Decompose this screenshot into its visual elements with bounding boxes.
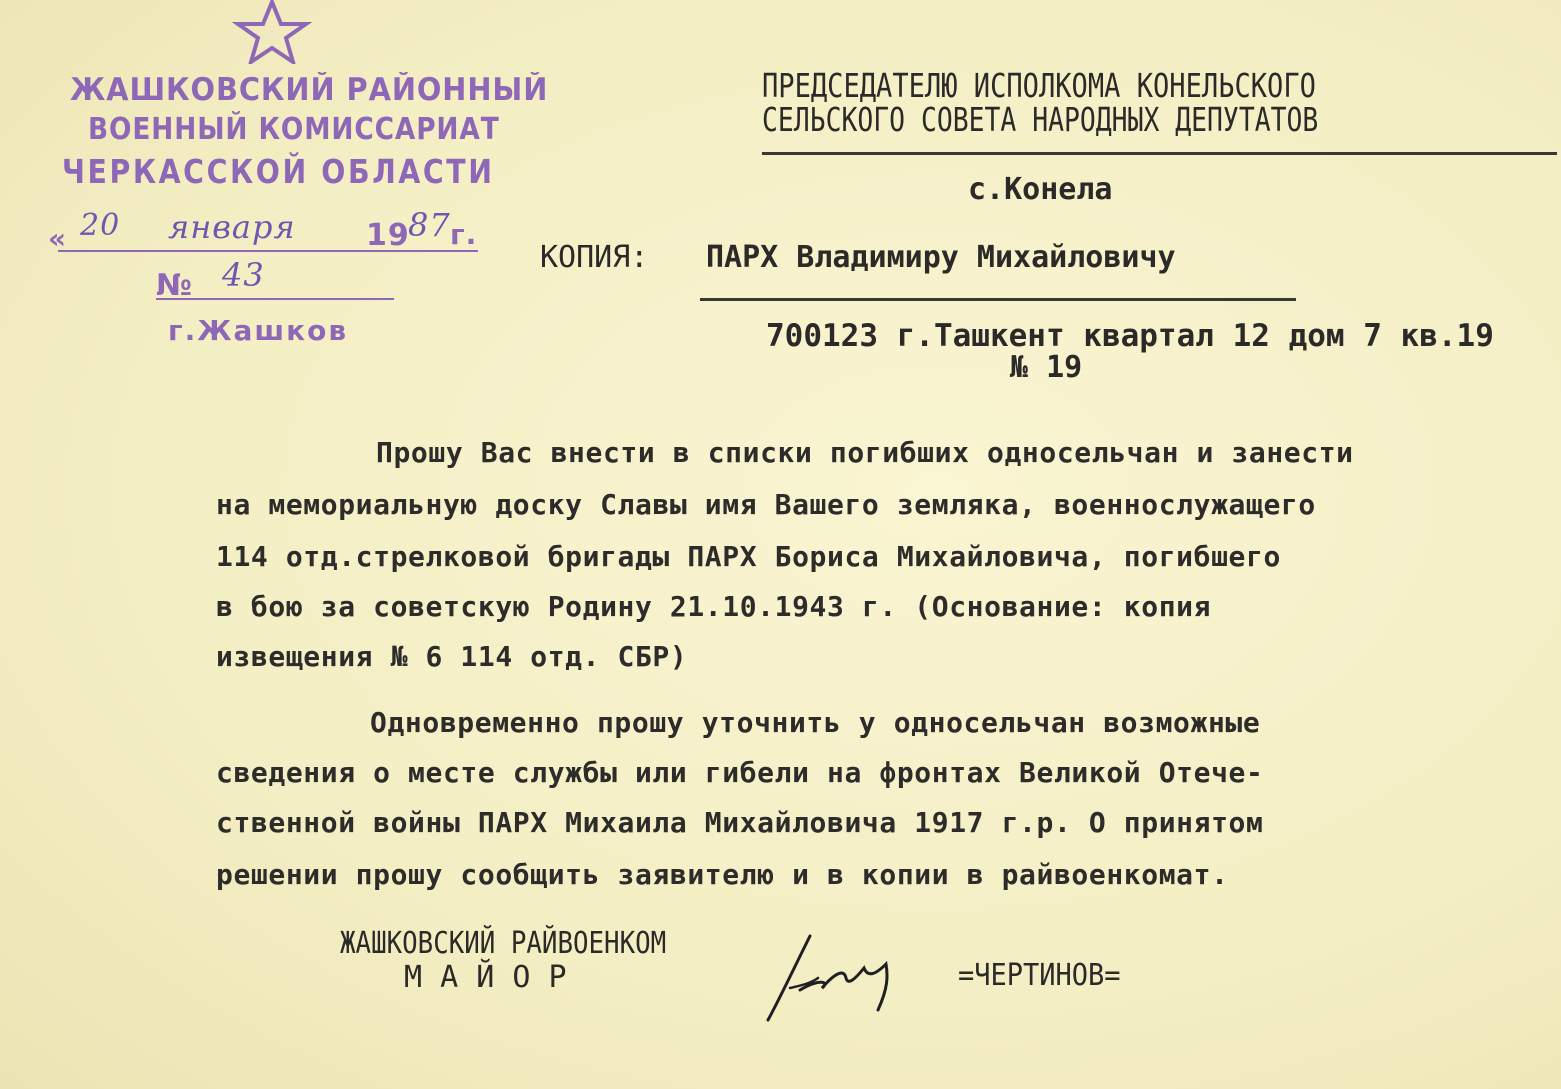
- copy-label: КОПИЯ:: [540, 240, 649, 275]
- stamp-date-open-quote: «: [48, 222, 68, 255]
- copy-rule: [700, 298, 1296, 301]
- stamp-date-year-suffix: 87: [408, 206, 451, 244]
- stamp-date-underline: [58, 250, 478, 252]
- stamp-date-month: января: [168, 208, 296, 246]
- handwritten-signature: [760, 928, 910, 1028]
- stamp-line-2: ВОЕННЫЙ КОМИССАРИАТ: [88, 112, 500, 147]
- body-line: ственной войны ПАРХ Михаила Михайловича 1917 г.р. О принятом: [216, 806, 1264, 839]
- body-line: извещения № 6 114 отд. СБР): [216, 640, 688, 673]
- stamp-line-1: ЖАШКОВСКИЙ РАЙОННЫЙ: [70, 72, 549, 108]
- signature-title-line-1: ЖАШКОВСКИЙ РАЙВОЕНКОМ: [340, 926, 667, 961]
- body-line: решении прошу сообщить заявителю и в копии в райвоенкомат.: [216, 858, 1229, 891]
- copy-address: 700123 г.Ташкент квартал 12 дом 7 кв.19: [766, 318, 1494, 354]
- body-line: сведения о месте службы или гибели на фронтах Великой Отече-: [216, 756, 1264, 789]
- addressee-rule: [762, 152, 1557, 155]
- addressee-line-2: СЕЛЬСКОГО СОВЕТА НАРОДНЫХ ДЕПУТАТОВ: [762, 100, 1319, 139]
- body-line: в бою за советскую Родину 21.10.1943 г. (Основание: копия: [216, 590, 1212, 623]
- signature-name: =ЧЕРТИНОВ=: [958, 958, 1121, 993]
- addressee-village: с.Конела: [968, 172, 1113, 207]
- stamp-number-value: 43: [222, 256, 265, 294]
- copy-recipient: ПАРХ Владимиру Михайловичу: [706, 240, 1176, 275]
- stamp-city: г.Жашков: [168, 314, 349, 347]
- addressee-line-1: ПРЕДСЕДАТЕЛЮ ИСПОЛКОМА КОНЕЛЬСКОГО: [762, 66, 1316, 105]
- stamp-number-label: №: [156, 268, 194, 303]
- body-line: Прошу Вас внести в списки погибших односельчан и занести: [376, 436, 1354, 469]
- stamp-date-year-prefix: 19: [366, 218, 410, 253]
- copy-address-extra: № 19: [1010, 350, 1083, 385]
- body-line: Одновременно прошу уточнить у односельчан возможные: [370, 706, 1261, 739]
- red-star-icon: [232, 0, 312, 64]
- signature-title-line-2: М А Й О Р: [404, 960, 567, 995]
- body-line: на мемориальную доску Славы имя Вашего земляка, военнослужащего: [216, 488, 1316, 521]
- body-line: 114 отд.стрелковой бригады ПАРХ Бориса Михайловича, погибшего: [216, 540, 1281, 573]
- stamp-number-underline: [156, 298, 394, 300]
- stamp-date-day: 20: [80, 208, 121, 243]
- stamp-date-year-end: г.: [450, 218, 478, 251]
- stamp-line-3: ЧЕРКАССКОЙ ОБЛАСТИ: [62, 152, 495, 191]
